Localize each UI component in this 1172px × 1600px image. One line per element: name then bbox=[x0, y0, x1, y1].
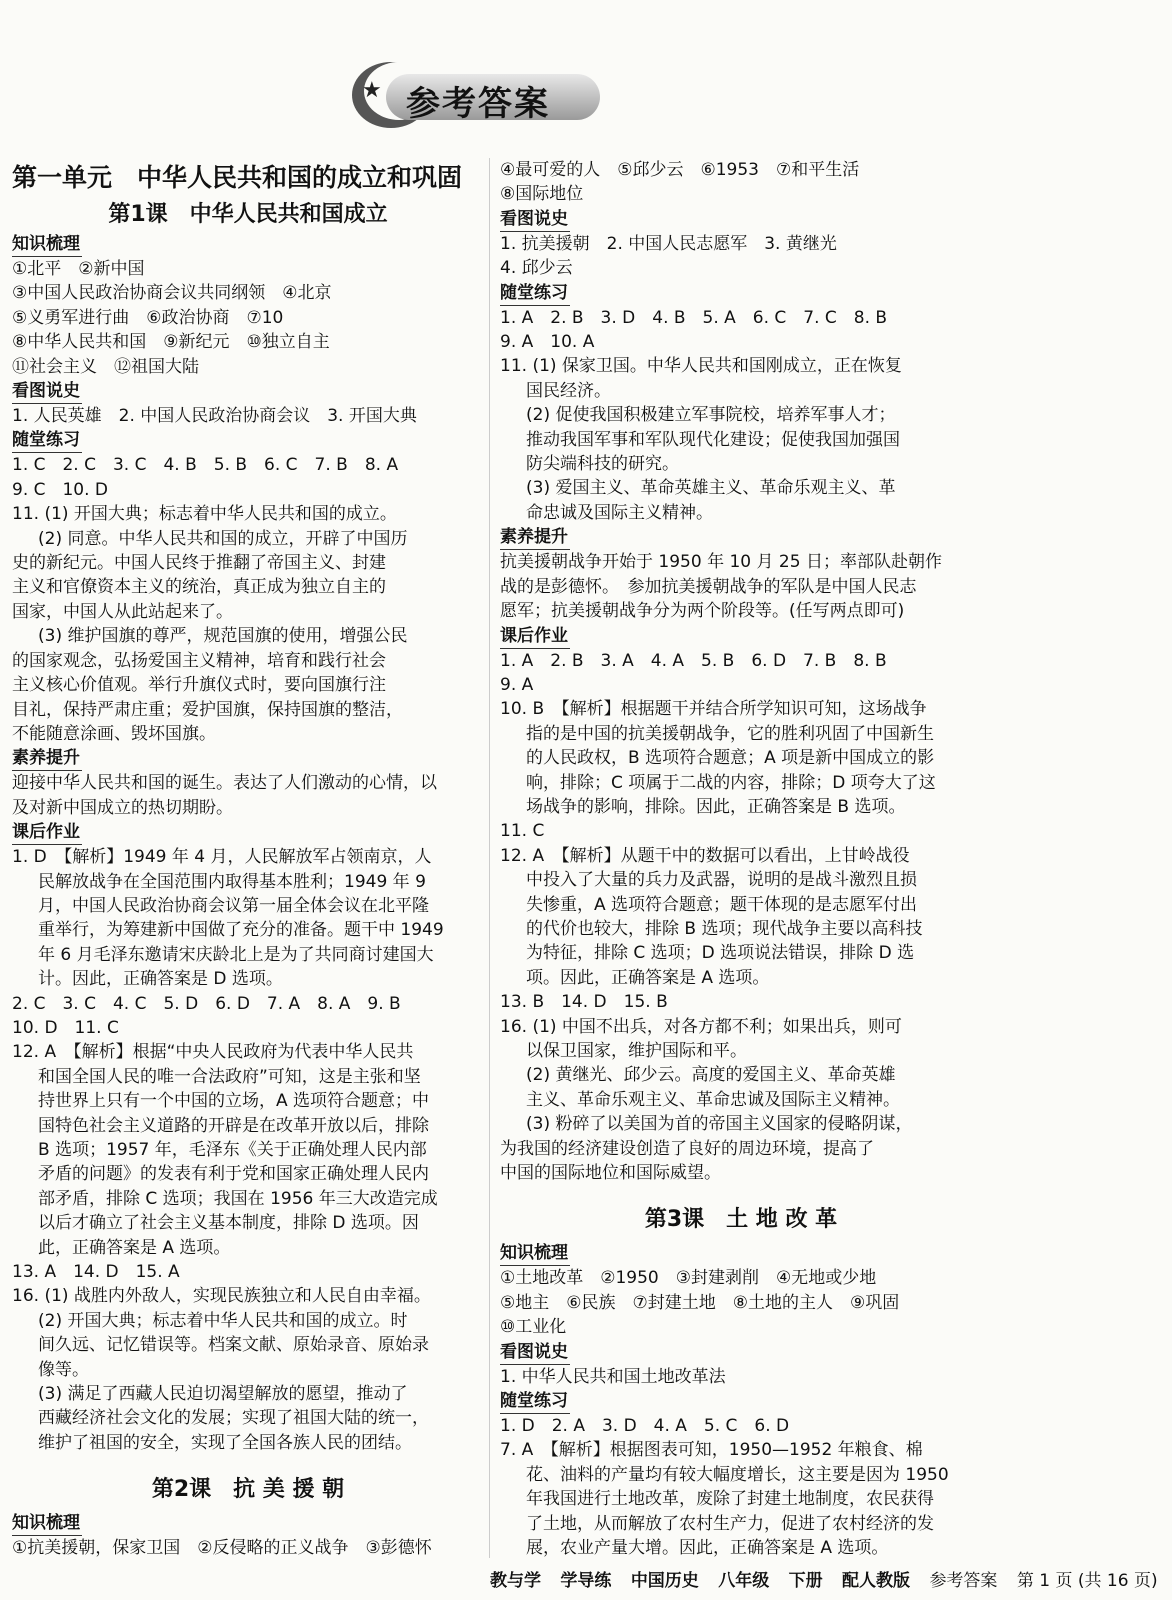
section-heading: 随堂练习 bbox=[12, 428, 82, 453]
answer-line: ⑤义勇军进行曲 ⑥政治协商 ⑦10 bbox=[12, 307, 284, 328]
answer-line: 持世界上只有一个中国的立场，A 选项符合题意；中 bbox=[38, 1091, 430, 1112]
answer-line: 国特色社会主义道路的开辟是在改革开放以后，排除 bbox=[38, 1115, 429, 1136]
answer-line: 此，正确答案是 A 选项。 bbox=[38, 1237, 231, 1258]
answer-line: 9. C 10. D bbox=[12, 479, 109, 500]
answer-line: ①抗美援朝，保家卫国 ②反侵略的正义战争 ③彭德怀 bbox=[12, 1538, 432, 1559]
section-heading: 看图说史 bbox=[12, 379, 82, 404]
section-heading: 看图说史 bbox=[500, 207, 570, 232]
answer-line: 计。因此，正确答案是 D 选项。 bbox=[38, 969, 283, 990]
answer-line: 月，中国人民政治协商会议第一届全体会议在北平隆 bbox=[38, 895, 429, 916]
answer-line: 中国的国际地位和国际威望。 bbox=[500, 1163, 721, 1184]
unit-title: 第一单元 中华人民共和国的成立和巩固 bbox=[12, 163, 463, 192]
answer-line: (2) 黄继光、邱少云。高度的爱国主义、革命英雄 bbox=[526, 1065, 896, 1086]
answer-line: 9. A 10. A bbox=[500, 332, 595, 353]
answer-line: 国家，中国人从此站起来了。 bbox=[12, 601, 233, 622]
answer-line: 国民经济。 bbox=[526, 380, 611, 401]
section-heading: 知识梳理 bbox=[500, 1241, 570, 1266]
answer-line: 12. A 【解析】根据“中央人民政府为代表中华人民共 bbox=[12, 1042, 414, 1063]
section-heading: 知识梳理 bbox=[12, 1511, 82, 1536]
answer-line: 11. C bbox=[500, 821, 545, 842]
answer-line: 目礼，保持严肃庄重；爱护国旗，保持国旗的整洁， bbox=[12, 699, 403, 720]
answer-line: 了土地，从而解放了农村生产力，促进了农村经济的发 bbox=[526, 1513, 934, 1534]
answer-line: 1. D 【解析】1949 年 4 月，人民解放军占领南京，人 bbox=[12, 847, 432, 868]
answer-line: 矛盾的问题》的发表有利于党和国家正确处理人民内 bbox=[38, 1164, 429, 1185]
section-heading: 素养提升 bbox=[500, 525, 570, 550]
answer-line: 响，排除；C 项属于二战的内容，排除；D 项夸大了这 bbox=[526, 772, 936, 793]
answer-line: 10. D 11. C bbox=[12, 1017, 119, 1038]
section-heading: 随堂练习 bbox=[500, 1389, 570, 1414]
footer-brand: 教与学 bbox=[490, 1571, 541, 1591]
answer-line: 中投入了大量的兵力及武器，说明的是战斗激烈且损 bbox=[526, 870, 917, 891]
answer-line: 1. D 2. A 3. D 4. A 5. C 6. D bbox=[500, 1416, 790, 1437]
answer-line: 13. A 14. D 15. A bbox=[12, 1262, 180, 1283]
answer-line: 为我国的经济建设创造了良好的周边环境，提高了 bbox=[500, 1138, 874, 1159]
page-title: 参考答案 bbox=[406, 84, 550, 124]
footer-subject: 中国历史 bbox=[630, 1571, 699, 1591]
answer-line: 的国家观念，弘扬爱国主义精神，培育和践行社会 bbox=[12, 650, 386, 671]
answer-line: 愿军；抗美援朝战争分为两个阶段等。(任写两点即可) bbox=[500, 601, 905, 622]
answer-line: 部矛盾，排除 C 选项；我国在 1956 年三大改造完成 bbox=[38, 1188, 438, 1209]
answer-line: 13. B 14. D 15. B bbox=[500, 992, 668, 1013]
answer-line: 11. (1) 保家卫国。中华人民共和国刚成立，正在恢复 bbox=[500, 356, 902, 377]
answer-line: 10. B 【解析】根据题干并结合所学知识可知，这场战争 bbox=[500, 699, 927, 720]
section-heading: 知识梳理 bbox=[12, 232, 82, 257]
answer-line: 7. A 【解析】根据图表可知，1950—1952 年粮食、棉 bbox=[500, 1440, 923, 1461]
answer-line: 2. C 3. C 4. C 5. D 6. D 7. A 8. A 9. B bbox=[12, 993, 401, 1014]
answer-line: 推动我国军事和军队现代化建设；促使我国加强国 bbox=[526, 429, 900, 450]
answer-line: 的代价也较大，排除 B 选项；现代战争主要以高科技 bbox=[526, 918, 923, 939]
answer-line: (3) 爱国主义、革命英雄主义、革命乐观主义、革 bbox=[526, 478, 896, 499]
answer-banner bbox=[352, 58, 602, 132]
footer-series: 学导练 bbox=[560, 1571, 612, 1591]
answer-line: 16. (1) 战胜内外敌人，实现民族独立和人民自由幸福。 bbox=[12, 1286, 431, 1307]
answer-line: 及对新中国成立的热切期盼。 bbox=[12, 797, 233, 818]
answer-line: 主义、革命乐观主义、革命忠诚及国际主义精神。 bbox=[526, 1089, 900, 1110]
footer-volume: 下册 bbox=[788, 1571, 823, 1591]
answer-line: 间久远、记忆错误等。档案文献、原始录音、原始录 bbox=[38, 1335, 429, 1356]
page-footer bbox=[490, 1566, 1172, 1591]
answer-line: 1. A 2. B 3. D 4. B 5. A 6. C 7. C 8. B bbox=[500, 307, 888, 328]
lesson-title: 第2课 抗 美 援 朝 bbox=[151, 1477, 345, 1503]
section-heading: 课后作业 bbox=[500, 624, 570, 649]
answer-line: ⑩工业化 bbox=[500, 1317, 567, 1338]
answer-line: 和国全国人民的唯一合法政府”可知，这是主张和坚 bbox=[38, 1066, 421, 1087]
answer-line: 民解放战争在全国范围内取得基本胜利；1949 年 9 bbox=[38, 871, 426, 892]
answer-line: 像等。 bbox=[38, 1359, 89, 1380]
answer-line: 9. A bbox=[500, 674, 534, 695]
answer-line: 展，农业产量大增。因此，正确答案是 A 选项。 bbox=[526, 1538, 889, 1559]
answer-line: B 选项；1957 年，毛泽东《关于正确处理人民内部 bbox=[38, 1140, 427, 1160]
answer-line: ⑪社会主义 ⑫祖国大陆 bbox=[12, 356, 199, 377]
answer-line: ⑤地主 ⑥民族 ⑦封建土地 ⑧土地的主人 ⑨巩固 bbox=[500, 1292, 900, 1313]
answer-line: ③中国人民政治协商会议共同纲领 ④北京 bbox=[12, 283, 332, 304]
answer-line: 主义和官僚资本主义的统治，真正成为独立自主的 bbox=[12, 577, 386, 598]
section-heading: 看图说史 bbox=[500, 1340, 570, 1365]
answer-line: 失惨重，A 选项符合题意；题干体现的是志愿军付出 bbox=[526, 894, 918, 915]
answer-line: 1. 中华人民共和国土地改革法 bbox=[500, 1366, 726, 1387]
answer-line: 防尖端科技的研究。 bbox=[526, 454, 679, 475]
answer-line: ⑧中华人民共和国 ⑨新纪元 ⑩独立自主 bbox=[12, 332, 330, 353]
answer-line: (2) 同意。中华人民共和国的成立，开辟了中国历 bbox=[38, 528, 408, 549]
answer-line: 场战争的影响，排除。因此，正确答案是 B 选项。 bbox=[526, 796, 906, 817]
answer-line: 1. C 2. C 3. C 4. B 5. B 6. C 7. B 8. A bbox=[12, 455, 399, 476]
lesson-title: 第1课 中华人民共和国成立 bbox=[108, 202, 388, 227]
answer-line: 年 6 月毛泽东邀请宋庆龄北上是为了共同商讨建国大 bbox=[38, 944, 434, 965]
answer-line: 项。因此，正确答案是 A 选项。 bbox=[526, 967, 770, 988]
answer-line: 以保卫国家，维护国际和平。 bbox=[526, 1041, 747, 1061]
column-divider bbox=[489, 158, 490, 1558]
right-column bbox=[500, 158, 982, 1561]
answer-line: 1. A 2. B 3. A 4. A 5. B 6. D 7. B 8. B bbox=[500, 650, 887, 671]
answer-line: (3) 满足了西藏人民迫切渴望解放的愿望，推动了 bbox=[38, 1384, 408, 1405]
answer-line: 的人民政权，B 选项符合题意；A 项是新中国成立的影 bbox=[526, 748, 935, 769]
answer-line: 史的新纪元。中国人民终于推翻了帝国主义、封建 bbox=[12, 553, 386, 574]
footer-edition: 配人教版 bbox=[842, 1571, 911, 1591]
section-heading: 素养提升 bbox=[12, 746, 82, 771]
answer-line: 重举行，为筹建新中国做了充分的准备。题干中 1949 bbox=[38, 920, 444, 941]
answer-line: (2) 促使我国积极建立军事院校，培养军事人才； bbox=[526, 405, 896, 426]
answer-line: (2) 开国大典；标志着中华人民共和国的成立。时 bbox=[38, 1310, 408, 1331]
footer-page-number: 第 1 页 (共 16 页) bbox=[1016, 1571, 1158, 1591]
answer-line: 年我国进行土地改革，废除了封建土地制度，农民获得 bbox=[526, 1489, 934, 1510]
answer-line: 主义核心价值观。举行升旗仪式时，要向国旗行注 bbox=[12, 675, 386, 696]
left-column bbox=[12, 158, 484, 1561]
section-heading: 随堂练习 bbox=[500, 281, 570, 306]
lesson-title: 第3课 土 地 改 革 bbox=[644, 1207, 838, 1233]
answer-line: 战的是彭德怀。 参加抗美援朝战争的军队是中国人民志 bbox=[500, 576, 917, 597]
answer-line: 西藏经济社会文化的发展；实现了祖国大陆的统一， bbox=[38, 1408, 429, 1429]
section-heading: 课后作业 bbox=[12, 820, 82, 845]
answer-line: 12. A 【解析】从题干中的数据可以看出，上甘岭战役 bbox=[500, 845, 910, 866]
answer-line: 16. (1) 中国不出兵，对各方都不利；如果出兵，则可 bbox=[500, 1016, 902, 1037]
answer-line: 命忠诚及国际主义精神。 bbox=[526, 502, 713, 523]
answer-line: ④最可爱的人 ⑤邱少云 ⑥1953 ⑦和平生活 bbox=[500, 160, 860, 180]
answer-line: (3) 维护国旗的尊严，规范国旗的使用，增强公民 bbox=[38, 626, 408, 647]
answer-line: 花、油料的产量均有较大幅度增长，这主要是因为 1950 bbox=[526, 1464, 949, 1485]
footer-section: 参考答案 bbox=[929, 1571, 998, 1591]
answer-line: 为特征，排除 C 选项；D 选项说法错误，排除 D 选 bbox=[526, 943, 915, 964]
answer-line: 以后才确立了社会主义基本制度，排除 D 选项。因 bbox=[38, 1213, 419, 1234]
answer-line: ⑧国际地位 bbox=[500, 184, 584, 205]
answer-line: 4. 邱少云 bbox=[500, 258, 573, 279]
answer-line: 1. 人民英雄 2. 中国人民政治协商会议 3. 开国大典 bbox=[12, 406, 417, 427]
footer-grade: 八年级 bbox=[718, 1571, 770, 1591]
answer-line: 指的是中国的抗美援朝战争，它的胜利巩固了中国新生 bbox=[526, 723, 934, 744]
answer-line: ①土地改革 ②1950 ③封建剥削 ④无地或少地 bbox=[500, 1268, 877, 1289]
star-icon: ★ bbox=[362, 78, 382, 103]
answer-line: 11. (1) 开国大典；标志着中华人民共和国的成立。 bbox=[12, 504, 397, 525]
answer-line: 抗美援朝战争开始于 1950 年 10 月 25 日；率部队赴朝作 bbox=[500, 552, 942, 573]
answer-line: 维护了祖国的安全，实现了全国各族人民的团结。 bbox=[38, 1432, 412, 1453]
answer-line: (3) 粉碎了以美国为首的帝国主义国家的侵略阴谋， bbox=[526, 1114, 913, 1135]
answer-line: 不能随意涂画、毁坏国旗。 bbox=[12, 723, 216, 744]
answer-line: ①北平 ②新中国 bbox=[12, 259, 145, 279]
answer-line: 1. 抗美援朝 2. 中国人民志愿军 3. 黄继光 bbox=[500, 233, 837, 254]
answer-line: 迎接中华人民共和国的诞生。表达了人们激动的心情，以 bbox=[12, 773, 437, 794]
